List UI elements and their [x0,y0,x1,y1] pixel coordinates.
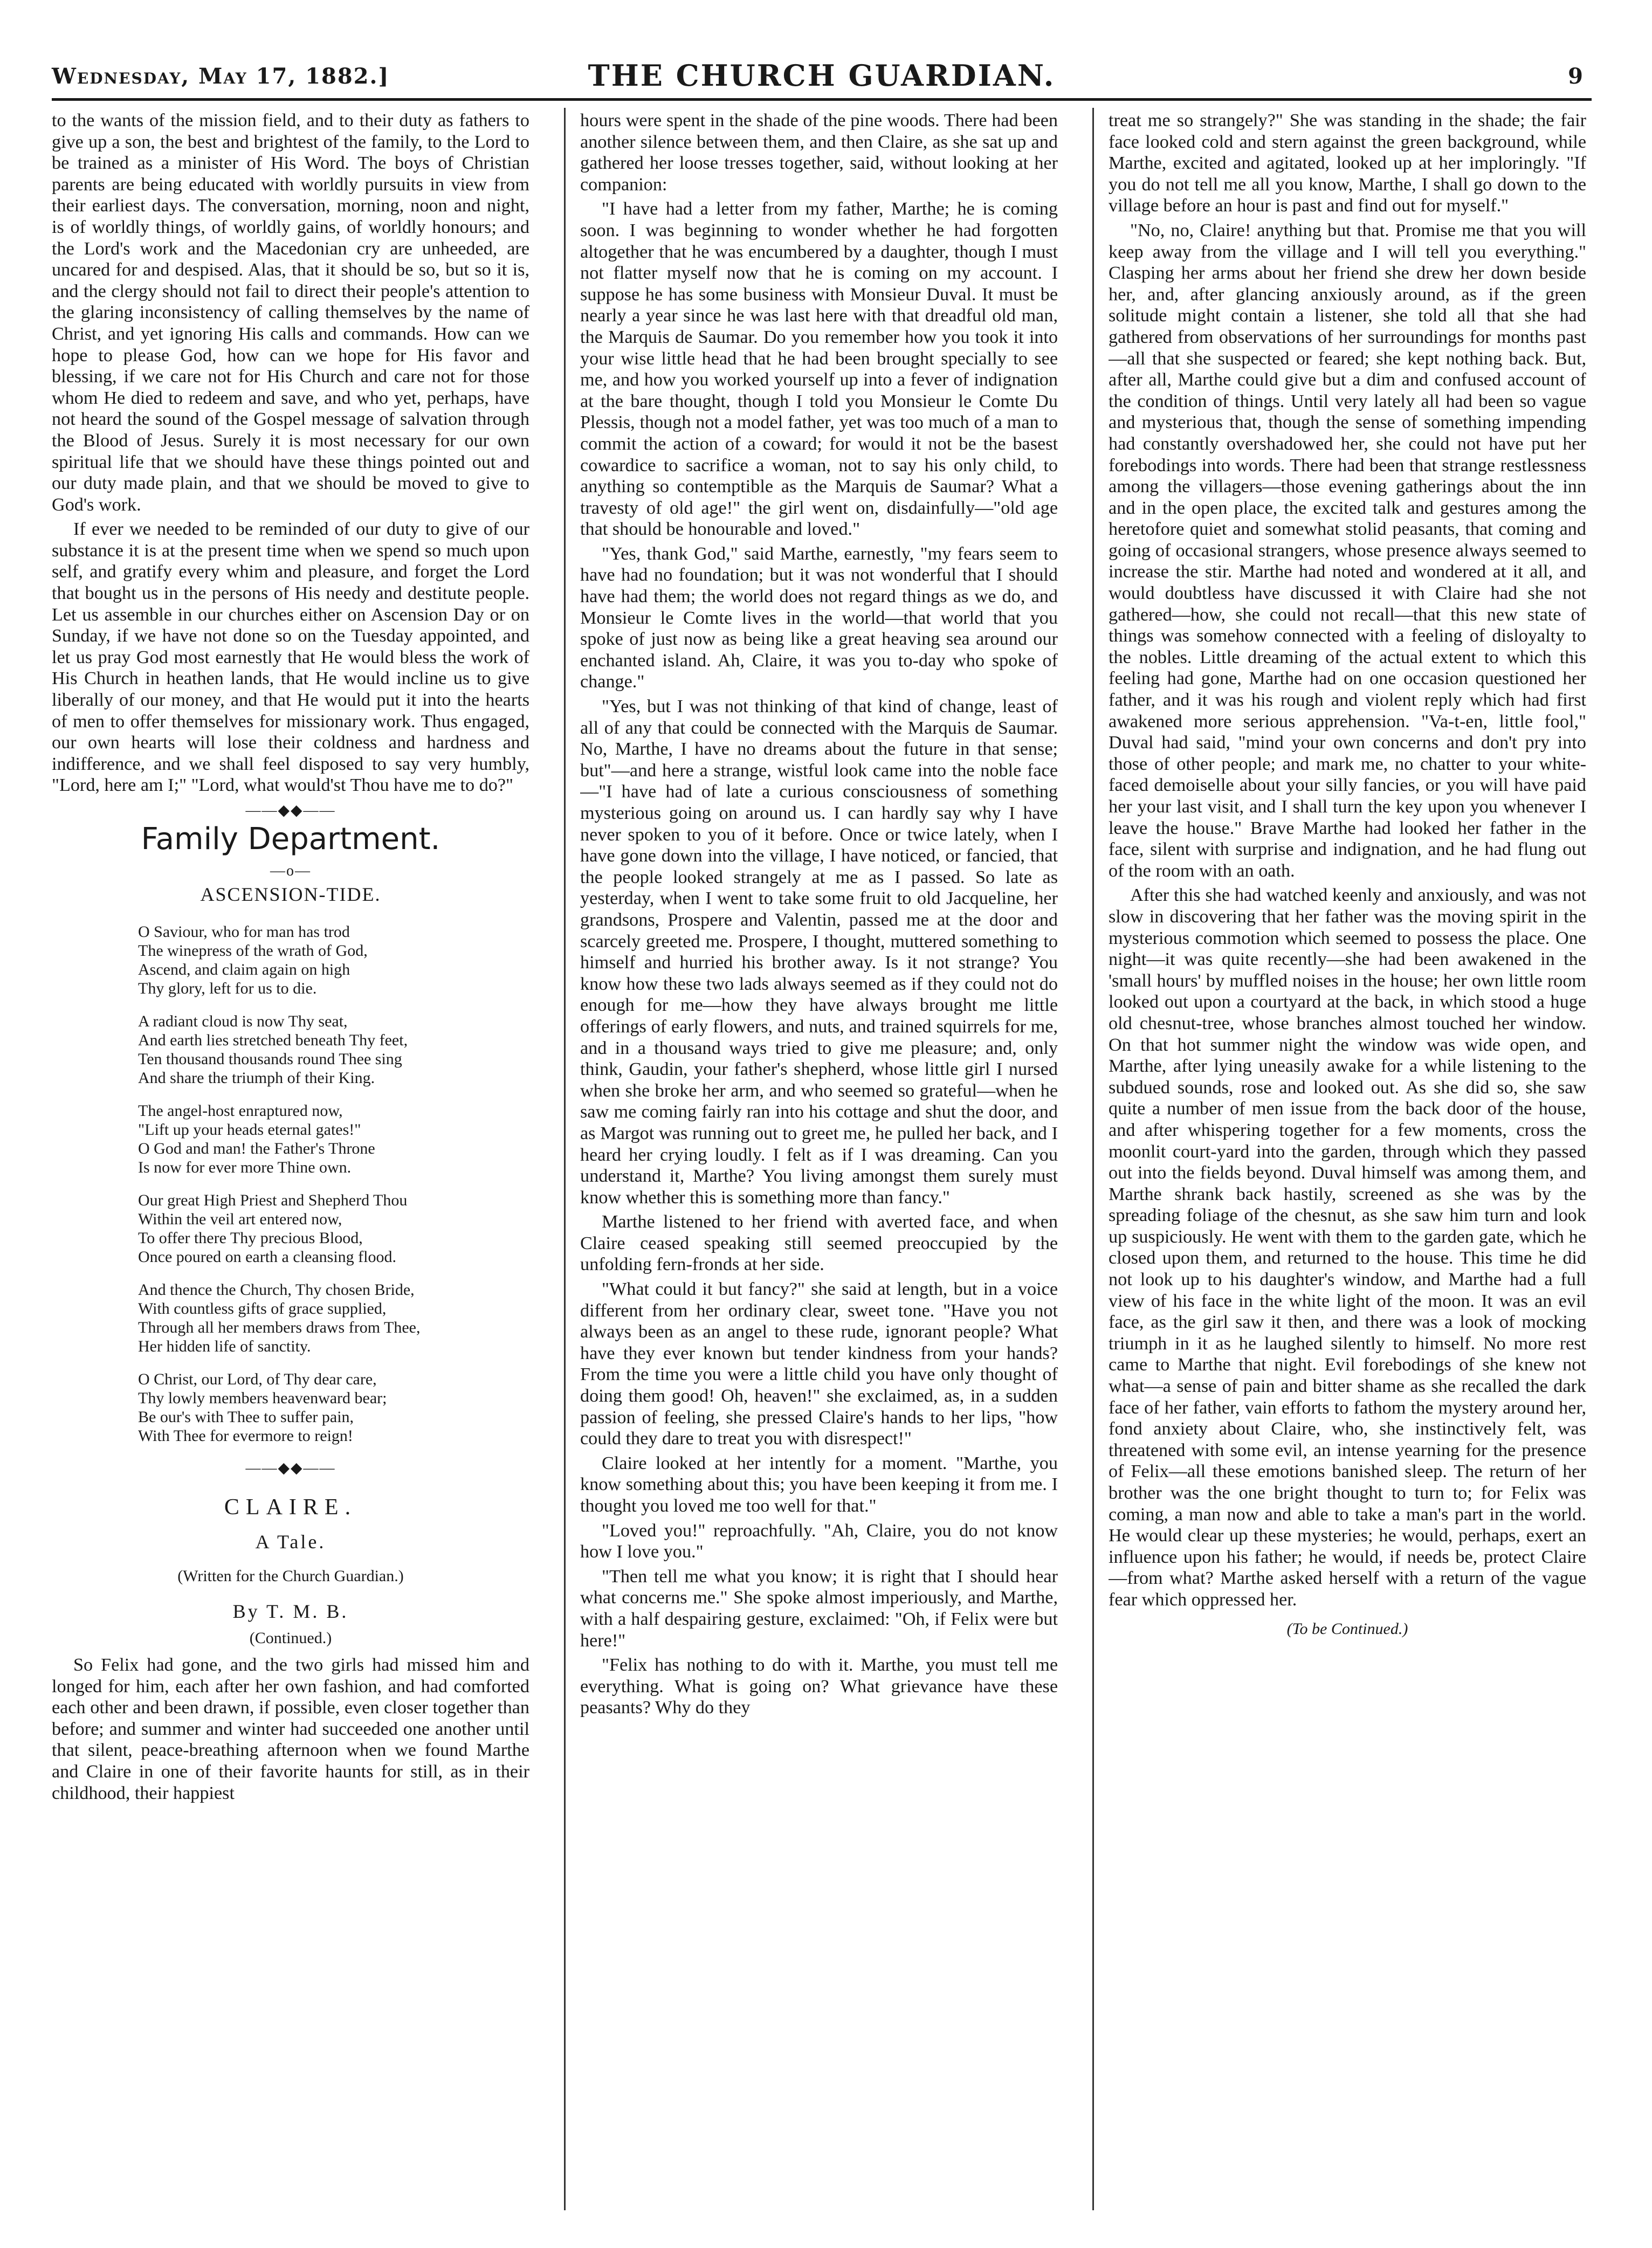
tale-title: CLAIRE. [224,1495,357,1520]
poem-line: Ascend, and claim again on high [138,961,350,978]
newspaper-page [52,56,1592,2212]
poem-line: And share the triumph of their King. [138,1069,375,1087]
tale-note: (Written for the Church Guardian.) [177,1567,404,1585]
column-2 [580,110,1058,2207]
article-paragraph: Claire looked at her intently for a moment. "Marthe, you know something about this; you have been keeping it from me. I thought you loved me too well for that." [580,1453,1058,1516]
article-paragraph: Marthe listened to her friend with averted face, and when Claire ceased speaking still seemed preoccupied by the unfolding fern-fronds at her side. [580,1212,1058,1275]
article-paragraph: "Then tell me what you know; it is right that I should hear what concerns me." She spoke almost imperiously, and Marthe, with a half despairing gesture, exclaimed: "Oh, if Felix were but here!" [580,1566,1058,1651]
newspaper-title: THE CHURCH GUARDIAN. [588,58,1056,93]
tale-continued-label: (Continued.) [249,1629,332,1647]
poem-line: To offer there Thy precious Blood, [138,1229,363,1247]
column-rule-1 [564,108,566,2210]
poem-line: Our great High Priest and Shepherd Thou [138,1191,408,1209]
poem-line: With countless gifts of grace supplied, [138,1300,387,1318]
poem-line: With Thee for evermore to reign! [138,1427,353,1445]
article-paragraph: to the wants of the mission field, and to their duty as fathers to give up a son, the best and brightest of the family, to the Lord to be trained as a minister of His Word. The boys of Christian parents are being educated with worldly pursuits in view from their earliest days. The conversation, morning, noon and night, is of worldly things, of worldly gains, of worldly honours; and the Lord's work and the Macedonian cry are unheeded, are uncared for and despised. Alas, that it should be so, but so it is, and the clergy should not fail to direct their people's attention to the glaring inconsistency of calling themselves by the name of Christ, and yet ignoring His calls and commands. How can we hope to please God, how can we hope for His favor and blessing, if we care not for His Church and care not for those whom He died to redeem and save, and who yet, perhaps, have not heard the sound of the Gospel message of salvation through the Blood of Jesus. Surely it is most necessary for our own spiritual life that we should have these things pointed out and our duty made plain, and that we should be moved to give to God's work. [52,111,529,515]
poem-stanza [52,922,529,998]
section-divider-small: —o— [270,863,311,879]
article-paragraph: hours were spent in the shade of the pine woods. There had been another silence between them, and then Claire, as she sat up and gathered her loose tresses together, said, without looking at her companion: [580,111,1058,195]
article-paragraph: "I have had a letter from my father, Marthe; he is coming soon. I was beginning to wonder whether he had forgotten altogether that he was encumbered by a daughter, though I must not flatter myself now that he is coming on my account. I suppose he has some business with Monsieur Duval. It must be nearly a year since he was last here with that dreadful old man, the Marquis de Saumar. Do you remember how you took it into your wise little head that he had been brought specially to see me, and how you worked yourself up into a fever of indignation at the bare thought, though I told you Monsieur le Comte Du Plessis, though not a model father, yet was too much of a man to commit the action of a coward; for would it not be the basest cowardice to sacrifice a woman, not to say his only child, to anything so contemptible as the Marquis de Saumar? What a travesty of old age!" the girl went on, disdainfully—"old age that should be honourable and loved." [580,199,1058,540]
poem-line: Be our's with Thee to suffer pain, [138,1408,354,1426]
page-number: 9 [1568,64,1583,89]
tale-subtitle: A Tale. [255,1530,326,1553]
article-paragraph: "Loved you!" reproachfully. "Ah, Claire, you do not know how I love you." [580,1520,1058,1562]
poem-stanza [52,1012,529,1087]
section-divider: ——◆◆—— [245,802,336,819]
to-be-continued: (To be Continued.) [1286,1619,1408,1638]
poem-line: Her hidden life of sanctity. [138,1337,311,1355]
poem-line: The winepress of the wrath of God, [138,942,368,960]
article-paragraph: "No, no, Claire! anything but that. Promise me that you will keep away from the village and I will tell you everything." Clasping her arms about her friend she drew her down beside her, and, after glancing anxiously around, as if the green solitude might contain a listener, she told all that she had gathered from observations of her surroundings for months past—all that she suspected or feared; she kept nothing back. But, after all, Marthe could give but a dim and confused account of the condition of things. Until very lately all had been so vague and mysterious that, though the sense of something impending had constantly overshadowed her, she could not have put her forebodings into words. There had been that strange restlessness among the villagers—those evening gatherings about the inn and in the open place, the excited talk and gestures among the heretofore quiet and somewhat stolid peasants, that coming and going of occasional strangers, whose presence always seemed to increase the stir. Marthe had noted and wondered at it all, and would doubtless have discussed it with Claire had she not gathered—how, she could not recall—that this new state of things was somehow connected with a feeling of disloyalty to the nobles. Little dreaming of the actual extent to which this feeling had gone, Marthe had on one occasion questioned her father, and it was his rough and violent reply which had first awakened more serious apprehension. "Va-t-en, little fool," Duval had said, "mind your own concerns and don't pry into those of other people; and mark me, no chatter to your white-faced demoiselle about your silly fancies, or you will have paid her your last visit, and I shall turn the key upon you whenever I leave the house." Brave Marthe had looked her father in the face, silent with surprise and indignation, and he had flung out of the room with an oath. [1109,220,1586,881]
article-paragraph: If ever we needed to be reminded of our duty to give of our substance it is at the present time when we spend so much upon self, and gratify every whim and pleasure, and forget the Lord that bought us in the persons of His needy and destitute people. Let us assemble in our churches either on Ascension Day or on Sunday, if we have not done so on the Tuesday appointed, and let us pray God most earnestly that He would bless the work of His Church in heathen lands, that He would incline us to give liberally of our money, and that He would put it into the hearts of men to offer themselves for missionary work. Thus engaged, our own hearts will lose their coldness and hardness and indifference, and we shall feel disposed to say very humbly, "Lord, here am I;" "Lord, what would'st Thou have me to do?" [52,519,529,796]
poem-line: Is now for ever more Thine own. [138,1159,352,1176]
poem-line: Thy lowly members heavenward bear; [138,1389,387,1407]
section-divider: ——◆◆—— [245,1460,336,1477]
poem-line: O Christ, our Lord, of Thy dear care, [138,1370,377,1388]
column-1 [52,110,529,2207]
article-paragraph: "Yes, thank God," said Marthe, earnestly, "my fears seem to have had no foundation; but it was not wonderful that I should have had them; the world does not regard things as we do, and Monsieur le Comte lives in the world—that world that you spoke of just now as being like a great heaving sea around our enchanted island. Ah, Claire, it was you to-day who spoke of change." [580,543,1058,692]
article-paragraph: So Felix had gone, and the two girls had missed him and longed for him, each after her own fashion, and had comforted each other and been drawn, if possible, even closer together than before; and summer and winter had succeeded one another until that silent, peace-breathing afternoon when we found Marthe and Claire in one of their favorite haunts for still, as in their childhood, their happiest [52,1654,529,1803]
poem-line: Through all her members draws from Thee, [138,1319,421,1336]
poem-stanza [52,1370,529,1445]
poem-line: Ten thousand thousands round Thee sing [138,1050,402,1068]
poem-stanza [52,1191,529,1266]
article-paragraph: After this she had watched keenly and anxiously, and was not slow in discovering that her father was the moving spirit in the mysterious commotion which seemed to possess the place. One night—it was quite recently—she had been awakened in the 'small hours' by muffled noises in the house; her own little room looked out upon a courtyard at the back, in which stood a huge old chesnut-tree, whose branches almost touched her window. On that hot summer night the window was wide open, and Marthe, after lying uneasily awake for a while listening to the subdued sounds, rose and looked out. As she did so, she saw quite a number of men issue from the back door of the house, and after whispering together for a few moments, cross the moonlit court-yard into the garden, through which they passed out into the fields beyond. Duval himself was among them, and Marthe shrank back hastily, screened as she was by the spreading foliage of the chesnut, as she saw him turn and look up suspiciously. He went with them to the garden gate, which he closed upon them, and returned to the house. This time he did not look up to his daughter's window, and Marthe had a full view of his face in the white light of the moon. It was an evil face, as the girl saw it then, and there was a look of mocking triumph in it as he laughed silently to himself. No more rest came to Marthe that night. Evil forebodings of she knew not what—a sense of pain and bitter shame as she recalled the dark face of her father, vain efforts to fathom the mystery around her, fond anxiety about Claire, who, she instinctively felt, was threatened with some evil, an intense yearning for the presence of Felix—all these emotions banished sleep. The return of her brother was the one bright thought to turn to; for Felix was coming, a man now and able to take a man's part in the world. He would clear up these mysteries; he would, perhaps, exert an influence upon his father; he would, if needs be, protect Claire—from what? Marthe asked herself with a return of the vague fear which oppressed her. [1109,885,1586,1610]
section-title: Family Department. [141,822,440,857]
column-3 [1109,110,1586,2207]
column-rule-2 [1092,108,1094,2210]
poem-line: Thy glory, left for us to die. [138,980,317,997]
poem-line: O Saviour, who for man has trod [138,923,350,941]
poem-line: The angel-host enraptured now, [138,1102,343,1120]
poem-title: ASCENSION-TIDE. [200,884,381,905]
poem-line: And earth lies stretched beneath Thy feet, [138,1031,408,1049]
masthead [52,56,1592,101]
poem-line: A radiant cloud is now Thy seat, [138,1012,348,1030]
tale-author: By T. M. B. [232,1600,349,1622]
article-paragraph: "Felix has nothing to do with it. Marthe, you must tell me everything. What is going on? What grievance have these peasants? Why do they [580,1655,1058,1718]
poem-line: And thence the Church, Thy chosen Bride, [138,1281,415,1299]
poem-line: O God and man! the Father's Throne [138,1140,375,1157]
article-paragraph: "What could it but fancy?" she said at length, but in a voice different from her ordinary clear, sweet tone. "Have you not always been as an angel to these rude, ignorant people? What have they ever known but tender kindness from your hands? From the time you were a little child you have only thought of doing them good! Oh, heaven!" she exclaimed, as, in a sudden passion of feeling, she pressed Claire's hands to her lips, "how could they dare to treat you with disrespect!" [580,1279,1058,1449]
poem-stanza [52,1101,529,1177]
article-paragraph: "Yes, but I was not thinking of that kind of change, least of all of any that could be connected with the Marquis de Saumar. No, Marthe, I have no dreams about the future in that sense; but"—and here a strange, wistful look came into the noble face—"I have had of late a curious consciousness of something mysterious going on around us. I can hardly say why I have never spoken to you of it before. Once or twice lately, when I have gone down into the village, I have noticed, or fancied, that the people looked strangely at me as I passed. So late as yesterday, when I went to take some fruit to old Jacqueline, her grandsons, Prospere and Valentin, passed me at the door and scarcely greeted me. Prospere, I thought, muttered something to himself and hurried his brother away. Is it not strange? You know how these two lads always seemed as if they could not do enough for me—how they have always brought me little offerings of early flowers, and nuts, and trained squirrels for me, and in a thousand ways tried to give me pleasure; and, only think, Gaudin, your father's shepherd, whose little girl I nursed when she broke her arm, and who seemed so grateful—when he saw me coming fairly ran into his cottage and shut the door, and as Margot was running out to greet me, he pulled her back, and I heard her crying loudly. I felt as if I was dreaming. Can you understand it, Marthe? You living amongst them surely must know whether this is something more than fancy." [580,697,1058,1208]
poem-line: Once poured on earth a cleansing flood. [138,1248,396,1266]
article-paragraph: treat me so strangely?" She was standing in the shade; the fair face looked cold and stern against the green background, while Marthe, excited and agitated, looked up at her imploringly. "If you do not tell me all you know, Marthe, I shall go down to the village before an hour is past and find out for myself." [1109,111,1586,216]
poem-line: "Lift up your heads eternal gates!" [138,1121,361,1139]
issue-date: Wednesday, May 17, 1882.] [52,64,390,89]
poem-stanza [52,1280,529,1356]
poem-line: Within the veil art entered now, [138,1210,342,1228]
